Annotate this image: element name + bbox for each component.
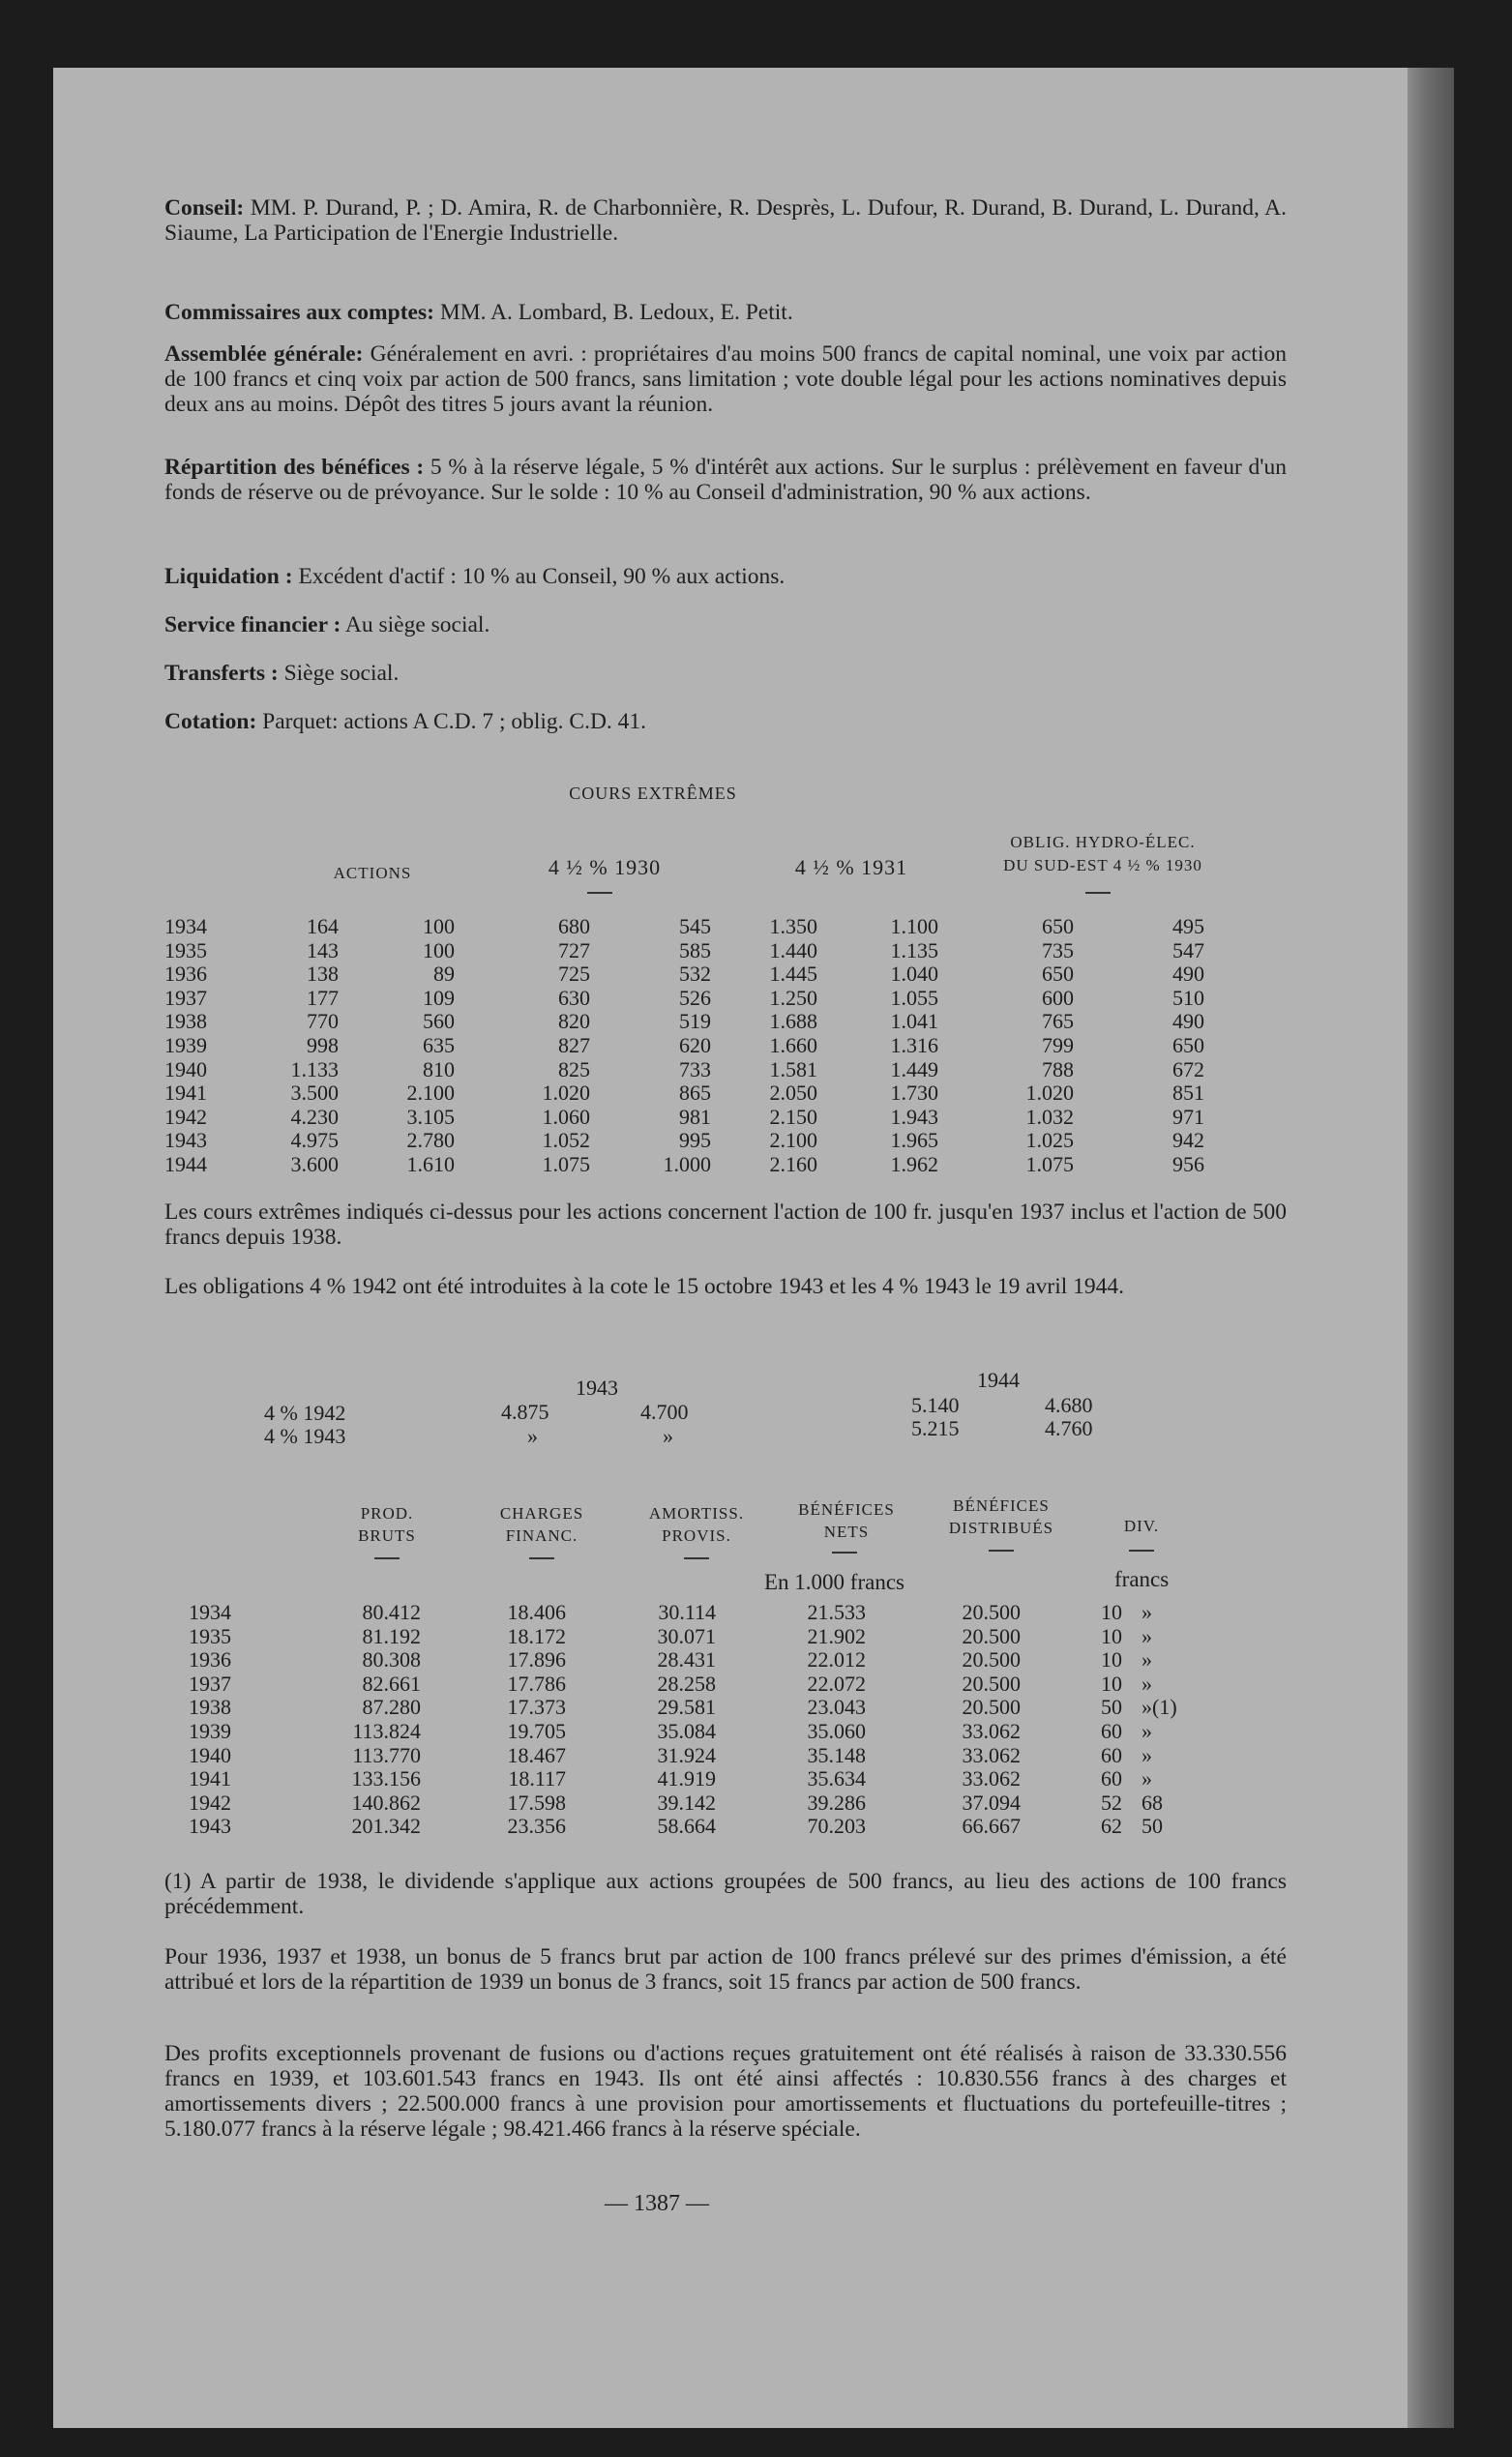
cours-header-1931: 4 ½ % 1931: [794, 855, 908, 879]
results-header-distr-line1: BÉNÉFICES: [953, 1496, 1050, 1515]
results-header-prod-line2: BRUTS: [358, 1526, 416, 1545]
notes-paragraph-2: Les obligations 4 % 1942 ont été introduites à la cote le 15 octobre 1943 et les 4 % 1943 le 19 avril 1944.: [164, 1274, 1125, 1299]
oblig-row1-value-a: 4.875: [501, 1400, 549, 1424]
cours-years: 1934 1935 1936 1937 1938 1939 1940 1941 1942 1943 1944: [164, 914, 207, 1176]
cours-actions-col1: 164 143 138 177 770 998 1.133 3.500 4.230 4.975 3.600: [290, 914, 339, 1176]
repartition-paragraph: [164, 455, 1287, 505]
assemblee-label: Assemblée générale:: [164, 341, 364, 367]
cours-1931-col1: 1.350 1.440 1.445 1.250 1.688 1.660 1.581 2.050 2.150 2.100 2.160: [769, 914, 817, 1176]
cours-actions-col2: 100 100 89 109 560 635 810 2.100 3.105 2.780 1.610: [406, 914, 455, 1176]
cotation-paragraph: [164, 709, 1287, 734]
bonus-paragraph: Pour 1936, 1937 et 1938, un bonus de 5 francs brut par action de 100 francs prélevé sur des primes d'émission, a été attribué et lors de la répartition de 1939 un bonus de 3 francs, soit 15 francs par action de 500 francs.: [164, 1944, 1287, 1995]
page-edge: [1408, 68, 1454, 2428]
cours-header-1930: 4 ½ % 1930: [548, 855, 662, 879]
results-header-amort-line2: PROVIS.: [662, 1526, 731, 1545]
cours-header-oblig-line1: OBLIG. HYDRO-ÉLEC.: [1010, 833, 1196, 851]
results-years: 1934 1935 1936 1937 1938 1939 1940 1941 1942 1943: [189, 1600, 231, 1839]
results-dash-charges: [529, 1557, 554, 1559]
results-header-distr-line2: DISTRIBUÉS: [948, 1519, 1054, 1537]
document-page: [53, 68, 1408, 2428]
repartition-label: Répartition des bénéfices :: [164, 455, 425, 480]
page-number: — 1387 —: [605, 2191, 709, 2216]
results-header-nets-line1: BÉNÉFICES: [798, 1500, 895, 1519]
assemblee-paragraph: [164, 341, 1287, 417]
transferts-text: Siège social.: [283, 661, 400, 686]
transferts-label: Transferts :: [164, 661, 279, 686]
results-unit-div: francs: [1114, 1567, 1170, 1591]
results-header-nets-line2: NETS: [823, 1523, 870, 1541]
footnote-1: (1) A partir de 1938, le dividende s'applique aux actions groupées de 500 francs, au lieu des actions de 100 francs précédemment.: [164, 1869, 1287, 1919]
cours-header-oblig-line2: DU SUD-EST 4 ½ % 1930: [1003, 856, 1202, 874]
liquidation-paragraph: [164, 564, 1287, 589]
service-label: Service financier :: [164, 612, 341, 637]
oblig-row1-value-d: 4.680: [1045, 1393, 1093, 1417]
service-paragraph: [164, 612, 1287, 637]
transferts-paragraph: [164, 661, 1287, 686]
results-dash-distr: [989, 1550, 1014, 1552]
conseil-text: MM. P. Durand, P. ; D. Amira, R. de Charbonnière, R. Desprès, L. Dufour, R. Durand, B. Durand, L. Durand, A. Siaume, La Participation de l'Energie Industrielle.: [164, 195, 1288, 246]
cours-title: COURS EXTRÊMES: [569, 784, 737, 803]
results-header-prod-line1: PROD.: [360, 1504, 414, 1523]
results-header-amort-line1: AMORTISS.: [648, 1504, 745, 1523]
assemblee-text: Généralement en avri. : propriétaires d'au moins 500 francs de capital nominal, une voix par action de 100 francs et cinq voix par action de 500 francs, sans limitation ; vote double légal pour les actions nominatives depuis deux ans au moins. Dépôt des titres 5 jours avant la réunion.: [164, 341, 1287, 417]
results-nets-col: 21.533 21.902 22.012 22.072 23.043 35.060 35.148 35.634 39.286 70.203: [807, 1600, 866, 1839]
commissaires-text: MM. A. Lombard, B. Ledoux, E. Petit.: [439, 300, 793, 325]
liquidation-text: Excédent d'actif : 10 % au Conseil, 90 % aux actions.: [298, 564, 786, 589]
results-dash-prod: [374, 1557, 400, 1559]
repartition-text: 5 % à la réserve légale, 5 % d'intérêt aux actions. Sur le surplus : prélèvement en faveur d'un fonds de réserve ou de prévoyance. Sur le solde : 10 % au Conseil d'administration, 90 % aux actions.: [164, 455, 1288, 505]
notes-paragraph-1: Les cours extrêmes indiqués ci-dessus pour les actions concernent l'action de 100 fr. jusqu'en 1937 inclus et l'action de 500 francs depuis 1938.: [164, 1199, 1287, 1250]
oblig-row1-value-b: 4.700: [640, 1400, 689, 1424]
cours-dash-1930: [587, 892, 612, 894]
results-prod-col: 80.412 81.192 80.308 82.661 87.280 113.824 113.770 133.156 140.862 201.342: [351, 1600, 421, 1839]
oblig-row2-value-b: »: [663, 1424, 673, 1448]
conseil-paragraph: [164, 195, 1287, 246]
results-header-charges-line2: FINANC.: [505, 1526, 578, 1545]
results-distr-col: 20.500 20.500 20.500 20.500 20.500 33.062 33.062 33.062 37.094 66.667: [962, 1600, 1021, 1839]
results-dash-nets: [832, 1552, 857, 1554]
results-unit: En 1.000 francs: [764, 1570, 904, 1594]
oblig-row2-value-d: 4.760: [1045, 1416, 1093, 1440]
service-text: Au siège social.: [344, 612, 490, 637]
commissaires-paragraph: [164, 300, 1287, 325]
cours-dash-oblig: [1085, 892, 1111, 894]
results-dash-amort: [684, 1557, 709, 1559]
liquidation-label: Liquidation :: [164, 564, 293, 589]
cotation-text: Parquet: actions A C.D. 7 ; oblig. C.D. 41.: [262, 709, 647, 734]
profits-paragraph: Des profits exceptionnels provenant de fusions ou d'actions reçues gratuitement ont été réalisés à raison de 33.330.556 francs en 1939, et 103.601.543 francs en 1943. Ils ont été ainsi affectés : 10.830.556 francs à des charges et amortissements divers ; 22.500.000 francs à une provision pour amortissements et fluctuations du portefeuille-titres ; 5.180.077 francs à la réserve légale ; 98.421.466 francs à la réserve spéciale.: [164, 2041, 1287, 2142]
results-header-charges-line1: CHARGES: [499, 1504, 584, 1523]
cours-1930-col2: 545 585 532 526 519 620 733 865 981 995 1.000: [663, 914, 711, 1176]
cours-oblig-col2: 495 547 490 510 490 650 672 851 971 942 956: [1172, 914, 1204, 1176]
results-dash-div: [1129, 1550, 1154, 1552]
oblig-row1-value-c: 5.140: [911, 1393, 960, 1417]
oblig-row2-value-c: 5.215: [911, 1416, 960, 1440]
cotation-label: Cotation:: [164, 709, 257, 734]
oblig-row2-value-a: »: [527, 1424, 538, 1448]
oblig-year-1944: 1944: [977, 1368, 1020, 1392]
conseil-label: Conseil:: [164, 195, 245, 221]
cours-header-actions: ACTIONS: [333, 864, 412, 882]
commissaires-label: Commissaires aux comptes:: [164, 300, 434, 325]
cours-1931-col2: 1.100 1.135 1.040 1.055 1.041 1.316 1.449 1.730 1.943 1.965 1.962: [890, 914, 938, 1176]
results-charges-col: 18.406 18.172 17.896 17.786 17.373 19.705 18.467 18.117 17.598 23.356: [507, 1600, 566, 1839]
cours-oblig-col1: 650 735 650 600 765 799 788 1.020 1.032 1.025 1.075: [1025, 914, 1074, 1176]
results-div-col-b: » » » » »(1) » » » 68 50: [1141, 1600, 1177, 1839]
results-amort-col: 30.114 30.071 28.431 28.258 29.581 35.084 31.924 41.919 39.142 58.664: [657, 1600, 716, 1839]
oblig-year-1943: 1943: [576, 1376, 618, 1400]
results-div-col-a: 10 10 10 10 50 60 60 60 52 62: [1101, 1600, 1122, 1839]
cours-1930-col1: 680 727 725 630 820 827 825 1.020 1.060 1.052 1.075: [542, 914, 590, 1176]
results-header-div: DIV.: [1123, 1517, 1160, 1535]
oblig-row1-label: 4 % 1942: [264, 1401, 346, 1425]
oblig-row2-label: 4 % 1943: [264, 1424, 346, 1448]
